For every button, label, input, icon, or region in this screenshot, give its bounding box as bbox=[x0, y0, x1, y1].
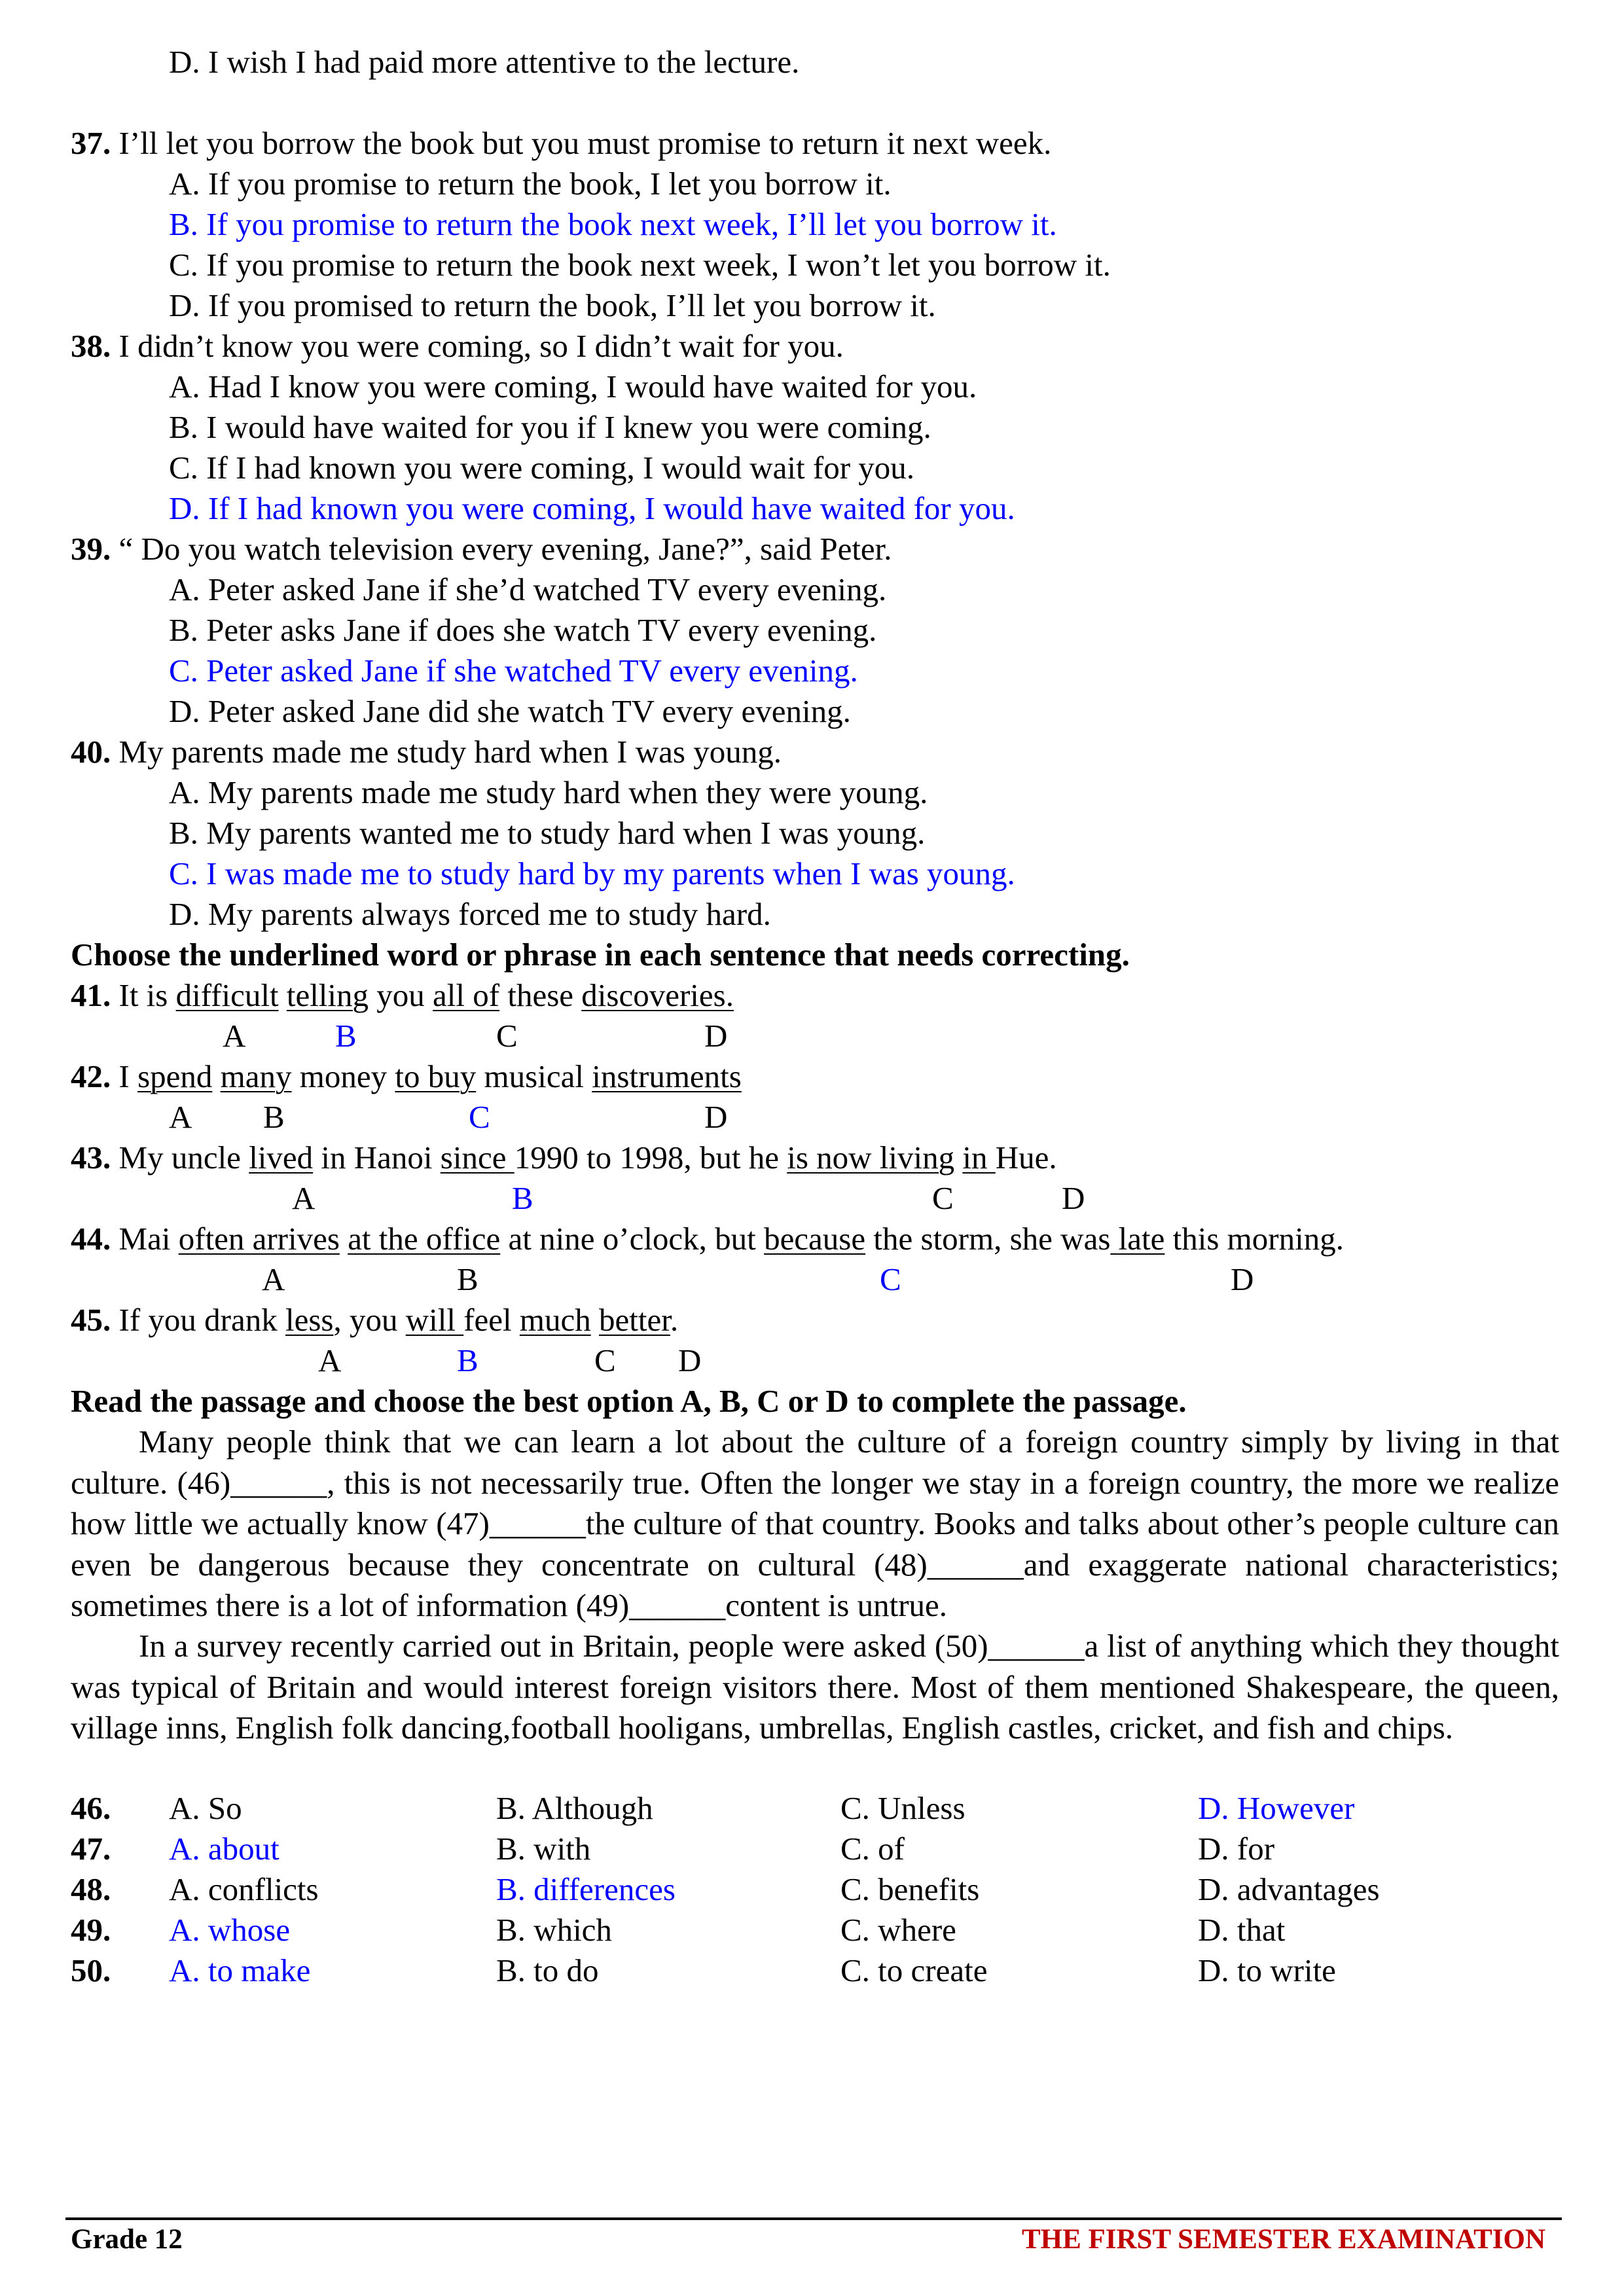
q43-underlined-b: since bbox=[440, 1139, 507, 1175]
q45-underlined-d: better bbox=[599, 1302, 670, 1338]
q39-option-a: A. Peter asked Jane if she’d watched TV every evening. bbox=[169, 571, 887, 607]
q42-number: 42. bbox=[71, 1058, 111, 1094]
footer-exam-title: THE FIRST SEMESTER EXAMINATION bbox=[1021, 2224, 1545, 2255]
q42-label-b: B bbox=[263, 1099, 285, 1135]
passage-paragraph-1: Many people think that we can learn a lot about the culture of a foreign country simply by living in that culture. (46)______, this is not necessarily true. Often the longer we stay in a foreign country, the more we realize how little we actually know (47)______the culture of that country. Books and talks about other’s people culture can even be dangerous because they concentrate on cultural (48)______and exaggerate national characteristics; sometimes there is a lot of information (49)______content is untrue. bbox=[71, 1424, 1559, 1623]
q45-label-b-answer: B bbox=[457, 1342, 478, 1378]
q44-text-4: this morning. bbox=[1172, 1221, 1344, 1257]
q46-option-c: C. Unless bbox=[840, 1790, 965, 1826]
q44-label-c-answer: C bbox=[880, 1261, 901, 1297]
q45-label-a: A bbox=[318, 1342, 342, 1378]
q41-underlined-b: telling bbox=[286, 977, 369, 1013]
q37-option-c: C. If you promise to return the book next week, I won’t let you borrow it. bbox=[169, 247, 1111, 283]
q37-number: 37. bbox=[71, 125, 111, 161]
q37-text: I’ll let you borrow the book but you must promise to return it next week. bbox=[118, 125, 1052, 161]
q36-option-d: D. I wish I had paid more attentive to the lecture. bbox=[169, 44, 800, 80]
q43-sentence bbox=[71, 1138, 1057, 1178]
q46-number: 46. bbox=[71, 1790, 111, 1826]
q42-underlined-c: to buy bbox=[395, 1058, 477, 1094]
q46-option-a: A. So bbox=[169, 1790, 242, 1826]
q44-label-d: D bbox=[1231, 1261, 1254, 1297]
q40-text: My parents made me study hard when I was young. bbox=[118, 734, 782, 770]
q50-number: 50. bbox=[71, 1952, 111, 1988]
q42-sentence bbox=[71, 1056, 742, 1097]
q48-option-b-answer: B. differences bbox=[496, 1871, 676, 1907]
q43-text-1: My uncle bbox=[118, 1139, 241, 1175]
q47-option-c: C. of bbox=[840, 1831, 905, 1867]
q39-option-c-answer: C. Peter asked Jane if she watched TV every evening. bbox=[169, 653, 858, 689]
q44-label-b: B bbox=[457, 1261, 478, 1297]
q45-underlined-b: will bbox=[405, 1302, 456, 1338]
q40-stem bbox=[71, 732, 782, 772]
q43-text-2: in Hanoi bbox=[321, 1139, 433, 1175]
q49-option-a-answer: A. whose bbox=[169, 1912, 291, 1948]
q47-number: 47. bbox=[71, 1831, 111, 1867]
q49-options-row bbox=[71, 1910, 1576, 1950]
footer-divider bbox=[65, 2217, 1562, 2220]
q43-label-c: C bbox=[932, 1180, 954, 1216]
q38-text: I didn’t know you were coming, so I didn’t wait for you. bbox=[118, 328, 844, 364]
q44-text-2: at nine o’clock, but bbox=[508, 1221, 756, 1257]
q40-option-d: D. My parents always forced me to study hard. bbox=[169, 896, 771, 932]
q49-number: 49. bbox=[71, 1912, 111, 1948]
q43-number: 43. bbox=[71, 1139, 111, 1175]
q39-option-d: D. Peter asked Jane did she watch TV every evening. bbox=[169, 693, 851, 729]
q41-underlined-d: discoveries. bbox=[581, 977, 734, 1013]
q37-option-a: A. If you promise to return the book, I let you borrow it. bbox=[169, 166, 892, 202]
q43-label-d: D bbox=[1062, 1180, 1085, 1216]
q45-underlined-c: much bbox=[519, 1302, 591, 1338]
q45-text-1: If you drank bbox=[118, 1302, 278, 1338]
q39-option-b: B. Peter asks Jane if does she watch TV every evening. bbox=[169, 612, 877, 648]
q45-sentence: 45. If you drank less, you will feel much better. bbox=[71, 1302, 679, 1338]
q43-label-a: A bbox=[292, 1180, 316, 1216]
q50-options-row bbox=[71, 1950, 1576, 1991]
q44-number: 44. bbox=[71, 1221, 111, 1257]
q50-option-b: B. to do bbox=[496, 1952, 599, 1988]
q42-underlined-b: many bbox=[220, 1058, 292, 1094]
q43-text-4: Hue. bbox=[995, 1139, 1057, 1175]
q45-text-3: feel bbox=[463, 1302, 512, 1338]
q42-text-3: musical bbox=[484, 1058, 584, 1094]
q38-option-b: B. I would have waited for you if I knew you were coming. bbox=[169, 409, 931, 445]
q47-option-b: B. with bbox=[496, 1831, 591, 1867]
q45-text-2: , you bbox=[333, 1302, 398, 1338]
q37-option-b-answer: B. If you promise to return the book next week, I’ll let you borrow it. bbox=[169, 206, 1057, 242]
q37-stem bbox=[71, 123, 1051, 164]
q48-number: 48. bbox=[71, 1871, 111, 1907]
q46-option-d-answer: D. However bbox=[1198, 1790, 1355, 1826]
q38-option-d-answer: D. If I had known you were coming, I would have waited for you. bbox=[169, 490, 1015, 526]
q48-options-row bbox=[71, 1869, 1576, 1910]
q45-label-c: C bbox=[594, 1342, 616, 1378]
q42-text-1: I bbox=[118, 1058, 130, 1094]
q37-option-d: D. If you promised to return the book, I’ll let you borrow it. bbox=[169, 287, 936, 323]
q45-label-d: D bbox=[678, 1342, 702, 1378]
q42-underlined-a: spend bbox=[137, 1058, 213, 1094]
q44-underlined-d: late bbox=[1118, 1221, 1165, 1257]
q45-underlined-a: less bbox=[285, 1302, 334, 1338]
q41-label-d: D bbox=[704, 1018, 728, 1054]
q38-option-a: A. Had I know you were coming, I would have waited for you. bbox=[169, 368, 977, 404]
q43-underlined-c: is now living bbox=[787, 1139, 955, 1175]
q38-stem bbox=[71, 326, 844, 367]
q50-option-a-answer: A. to make bbox=[169, 1952, 311, 1988]
q39-stem bbox=[71, 529, 892, 569]
q41-label-b-answer: B bbox=[335, 1018, 357, 1054]
q43-underlined-d: in bbox=[962, 1139, 988, 1175]
footer-grade: Grade 12 bbox=[71, 2224, 183, 2255]
q41-text-1: It is bbox=[118, 977, 168, 1013]
q48-option-c: C. benefits bbox=[840, 1871, 980, 1907]
q47-options-row bbox=[71, 1829, 1576, 1869]
q46-options-row bbox=[71, 1788, 1576, 1829]
q47-option-a-answer: A. about bbox=[169, 1831, 280, 1867]
q39-number: 39. bbox=[71, 531, 111, 567]
q44-underlined-c: because bbox=[764, 1221, 866, 1257]
q41-underlined-c: all of bbox=[433, 977, 500, 1013]
section-heading-passage: Read the passage and choose the best option A, B, C or D to complete the passage. bbox=[71, 1383, 1187, 1419]
q46-option-b: B. Although bbox=[496, 1790, 653, 1826]
q42-label-c-answer: C bbox=[469, 1099, 490, 1135]
q38-option-c: C. If I had known you were coming, I would wait for you. bbox=[169, 450, 915, 486]
q40-option-a: A. My parents made me study hard when they were young. bbox=[169, 774, 928, 810]
q40-option-b: B. My parents wanted me to study hard when I was young. bbox=[169, 815, 926, 851]
q45-number: 45. bbox=[71, 1302, 111, 1338]
q44-sentence bbox=[71, 1219, 1344, 1259]
q50-option-d: D. to write bbox=[1198, 1952, 1336, 1988]
q43-label-b-answer: B bbox=[512, 1180, 533, 1216]
q43-underlined-a: lived bbox=[249, 1139, 314, 1175]
q39-text: “ Do you watch television every evening, Jane?”, said Peter. bbox=[111, 531, 892, 567]
q42-label-a: A bbox=[169, 1099, 192, 1135]
q49-option-b: B. which bbox=[496, 1912, 612, 1948]
q47-option-d: D. for bbox=[1198, 1831, 1275, 1867]
q42-text-2: money bbox=[299, 1058, 388, 1094]
q41-number: 41. bbox=[71, 977, 111, 1013]
q49-option-d: D. that bbox=[1198, 1912, 1286, 1948]
q50-option-c: C. to create bbox=[840, 1952, 988, 1988]
passage-paragraph-2: In a survey recently carried out in Britain, people were asked (50)______a list of anything which they thought was typical of Britain and would interest foreign visitors there. Most of them mentioned Shakespeare, the queen, village inns, English folk dancing,football hooligans, umbrellas, English castles, cricket, and fish and chips. bbox=[71, 1628, 1559, 1746]
q40-number: 40. bbox=[71, 734, 111, 770]
q43-text-3: 1990 to 1998, but he bbox=[514, 1139, 779, 1175]
q49-option-c: C. where bbox=[840, 1912, 956, 1948]
q44-underlined-b: at the office bbox=[348, 1221, 501, 1257]
q41-label-c: C bbox=[496, 1018, 518, 1054]
q42-underlined-d: instruments bbox=[592, 1058, 742, 1094]
q38-number: 38. bbox=[71, 328, 111, 364]
q44-text-3: the storm, she was bbox=[873, 1221, 1111, 1257]
q41-underlined-a: difficult bbox=[175, 977, 279, 1013]
q41-sentence bbox=[71, 975, 734, 1016]
q44-text-1: Mai bbox=[118, 1221, 171, 1257]
q48-option-d: D. advantages bbox=[1198, 1871, 1380, 1907]
q44-label-a: A bbox=[262, 1261, 285, 1297]
q41-label-a: A bbox=[223, 1018, 246, 1054]
q48-option-a: A. conflicts bbox=[169, 1871, 319, 1907]
section-heading-error-identification: Choose the underlined word or phrase in each sentence that needs correcting. bbox=[71, 937, 1130, 973]
q42-label-d: D bbox=[704, 1099, 728, 1135]
q40-option-c-answer: C. I was made me to study hard by my parents when I was young. bbox=[169, 855, 1015, 891]
q44-underlined-a: often arrives bbox=[178, 1221, 340, 1257]
q41-text-2: you bbox=[376, 977, 425, 1013]
q41-text-3: these bbox=[507, 977, 574, 1013]
